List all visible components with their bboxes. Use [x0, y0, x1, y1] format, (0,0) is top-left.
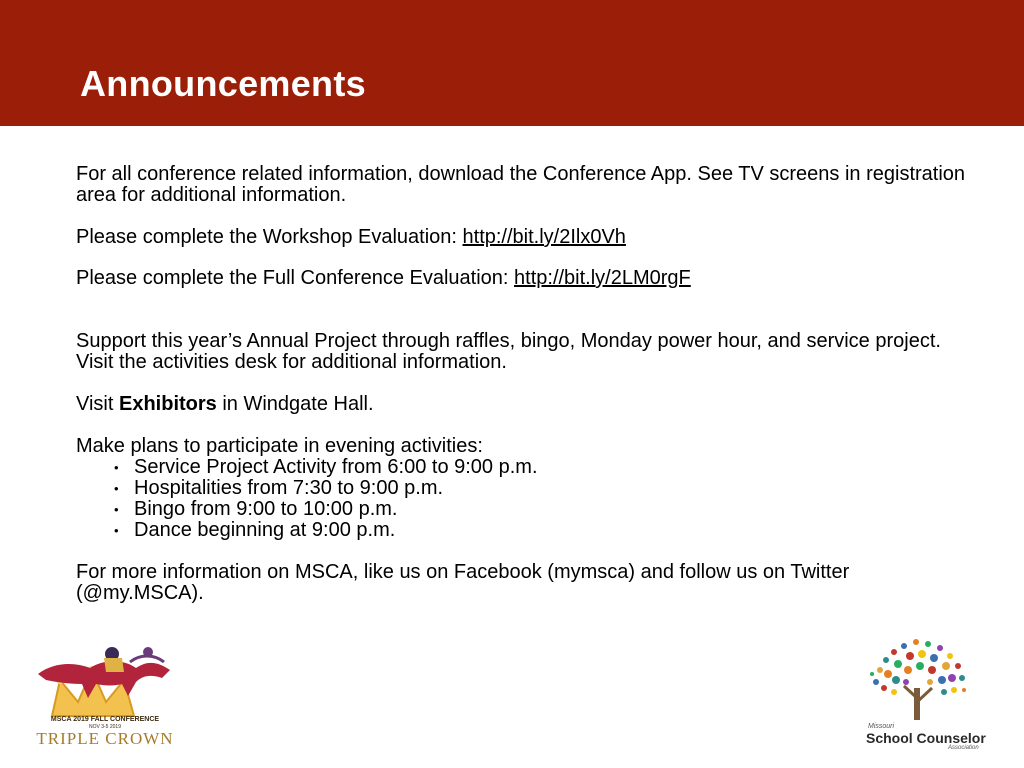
announcement-body — [76, 164, 976, 604]
workshop-evaluation-label: Please complete the Workshop Evaluation: — [76, 226, 463, 248]
triple-crown-caption: MSCA 2019 FALL CONFERENCE — [50, 716, 160, 723]
dotted-tree-icon — [860, 634, 988, 724]
bullet-icon: • — [114, 460, 119, 475]
activity-text: Dance beginning at 9:00 p.m. — [134, 519, 396, 541]
annual-project-note: Support this year’s Annual Project through raffles, bingo, Monday power hour, and service project. Visit the activities desk for additional information. — [76, 330, 941, 373]
activity-text: Bingo from 9:00 to 10:00 p.m. — [134, 498, 398, 520]
workshop-evaluation-link[interactable]: http://bit.ly/2Ilx0Vh — [462, 226, 626, 248]
exhibitors-note — [76, 394, 976, 415]
triple-crown-name: TRIPLE CROWN — [36, 729, 174, 748]
slide-title: Announcements — [80, 63, 366, 104]
conference-evaluation-link[interactable]: http://bit.ly/2LM0rgF — [514, 267, 691, 289]
evening-activities — [76, 436, 976, 541]
social-media-note: For more information on MSCA, like us on Facebook (mymsca) and follow us on Twitter (@my.MSCA). — [76, 561, 850, 604]
exhibitors-prefix: Visit — [76, 393, 119, 415]
list-item — [114, 499, 976, 520]
activity-text: Service Project Activity from 6:00 to 9:00 p.m. — [134, 456, 538, 478]
conference-evaluation — [76, 268, 976, 289]
activity-text: Hospitalities from 7:30 to 9:00 p.m. — [134, 477, 444, 499]
evening-activities-intro: Make plans to participate in evening activities: — [76, 435, 483, 457]
workshop-evaluation — [76, 227, 976, 248]
school-counselor-association: Association — [948, 745, 979, 751]
activities-list — [76, 457, 976, 541]
conference-app-note: For all conference related information, download the Conference App. See TV screens in registration area for additional information. — [76, 163, 966, 206]
triple-crown-logo — [30, 640, 180, 750]
horse-crown-icon — [30, 640, 180, 720]
conference-evaluation-label: Please complete the Full Conference Evaluation: — [76, 267, 515, 289]
bullet-icon: • — [114, 502, 119, 517]
list-item — [114, 520, 976, 541]
triple-crown-date: NOV 3-5 2019 — [89, 724, 121, 730]
school-counselor-logo — [860, 634, 988, 752]
bullet-icon: • — [114, 481, 119, 496]
school-counselor-state: Missouri — [868, 723, 895, 730]
school-counselor-name: School Counselor — [866, 730, 986, 746]
exhibitors-suffix: in Windgate Hall. — [216, 393, 374, 415]
list-item — [114, 457, 976, 478]
bullet-icon: • — [114, 523, 119, 538]
list-item — [114, 478, 976, 499]
exhibitors-bold: Exhibitors — [118, 393, 217, 415]
